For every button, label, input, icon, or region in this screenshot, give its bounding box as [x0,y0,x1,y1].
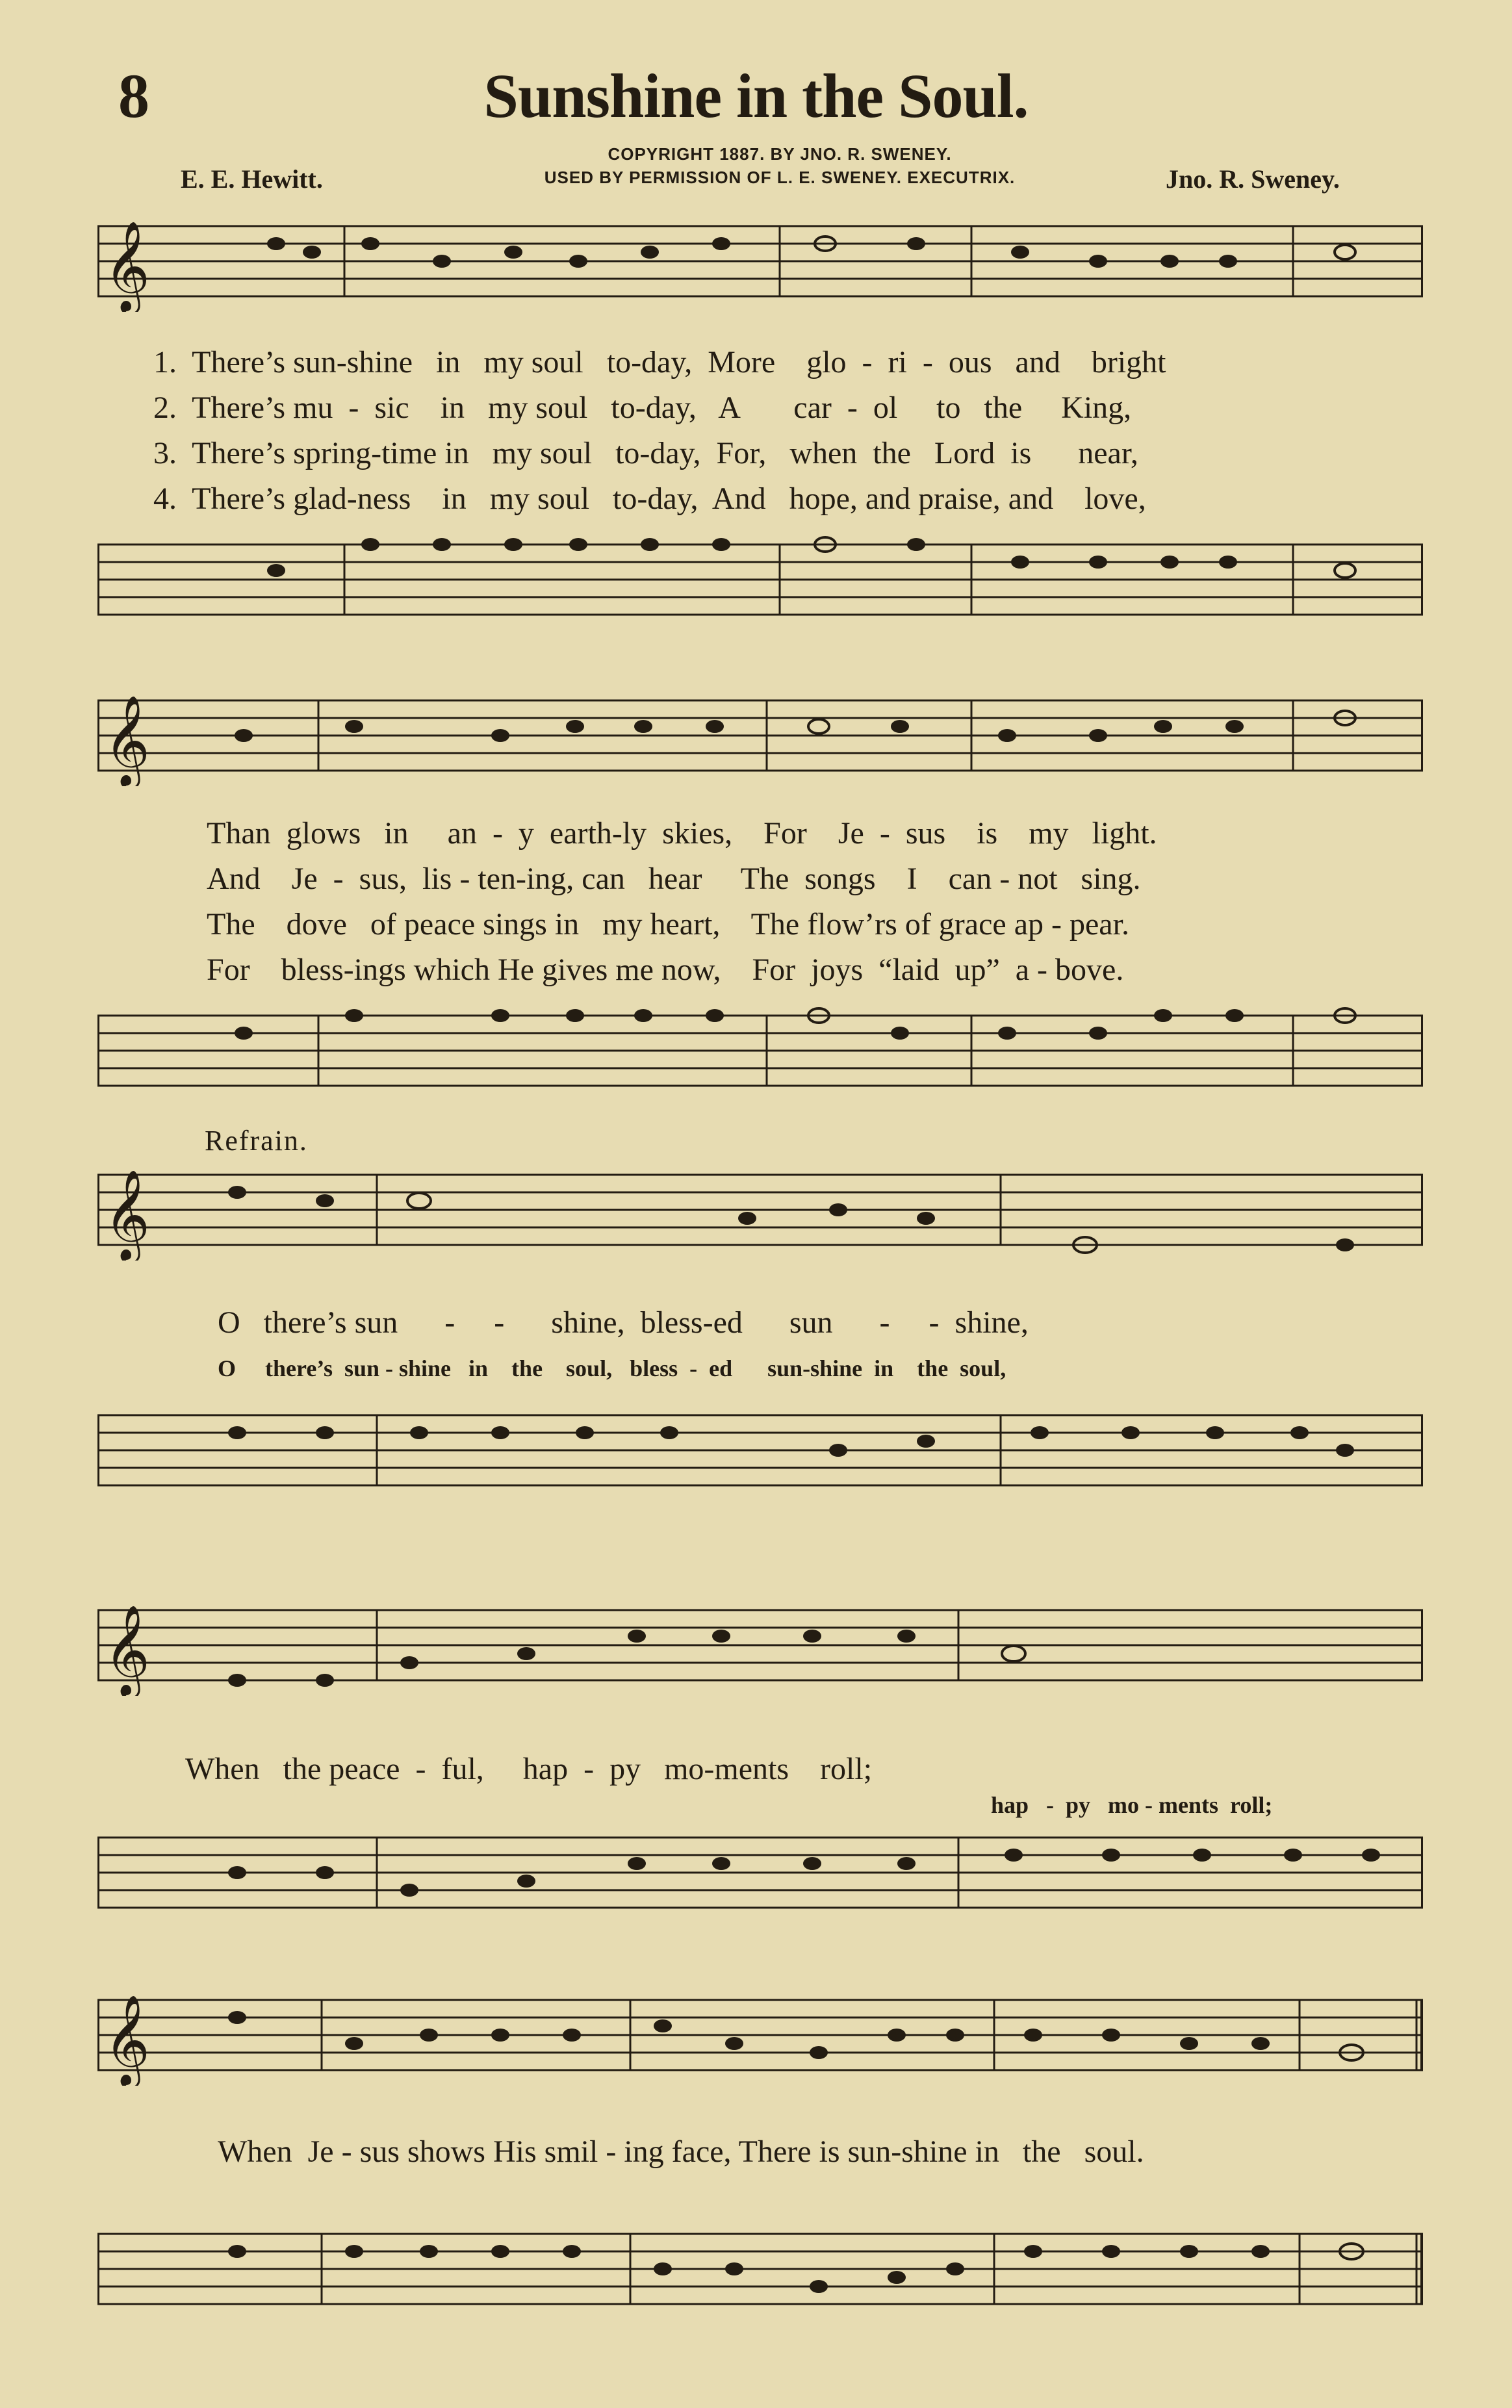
staff-system-5-bass [97,2222,1423,2320]
refrain-lyric-line: When Je - sus shows His smil - ing face, There is sun-shine in the soul. [218,2134,1144,2169]
svg-text:𝄞: 𝄞 [104,695,150,786]
svg-text:𝄞: 𝄞 [104,1170,150,1260]
refrain-lyric-line: O there’s sun - - shine, bless-ed sun - - shine, [218,1305,1029,1340]
staff-system-4-bass [97,1826,1423,1923]
staff-system-2-treble [97,689,1423,786]
staff-system-2-bass [97,1004,1423,1101]
page-number: 8 [118,61,149,131]
staff-system-1-bass [97,533,1423,630]
refrain-bass-lyric-line: O there’s sun - shine in the soul, bless - ed sun-shine in the soul, [218,1355,1006,1381]
refrain-label: Refrain. [205,1125,308,1157]
staff-system-5-treble [97,1988,1423,2086]
svg-text:𝄞: 𝄞 [104,221,150,311]
verse-line: Than glows in an - y earth-ly skies, For Je - sus is my light. [207,816,1157,851]
lyricist-credit: E. E. Hewitt. [181,164,323,194]
verse-line: For bless-ings which He gives me now, For joys “laid up” a - bove. [207,953,1124,987]
staff-system-4-treble [97,1598,1423,1696]
verse-line: The dove of peace sings in my heart, The flow’rs of grace ap - pear. [207,907,1129,941]
staff-system-1-treble [97,214,1423,312]
refrain-lyric-line: When the peace - ful, hap - py mo-ments roll; [185,1752,873,1786]
copyright-line-1: COPYRIGHT 1887. BY JNO. R. SWENEY. [608,144,952,164]
verse-line: And Je - sus, lis - ten-ing, can hear The songs I can - not sing. [207,862,1141,896]
copyright-line-2: USED BY PERMISSION OF L. E. SWENEY. EXECUTRIX. [544,168,1016,187]
staff-system-3-bass [97,1403,1423,1501]
svg-text:𝄞: 𝄞 [104,1995,150,2085]
svg-text:𝄞: 𝄞 [104,1605,150,1695]
hymn-title: Sunshine in the Soul. [483,61,1029,131]
verse-line: 3. There’s spring-time in my soul to-day, For, when the Lord is near, [153,436,1138,470]
staff-system-3-treble [97,1163,1423,1261]
verse-line: 4. There’s glad-ness in my soul to-day, And hope, and praise, and love, [153,481,1146,516]
composer-credit: Jno. R. Sweney. [1166,164,1340,194]
verse-line: 2. There’s mu - sic in my soul to-day, A car - ol to the King, [153,391,1132,425]
verse-line: 1. There’s sun-shine in my soul to-day, More glo - ri - ous and bright [153,345,1166,379]
refrain-bass-lyric-line: hap - py mo - ments roll; [991,1792,1273,1818]
